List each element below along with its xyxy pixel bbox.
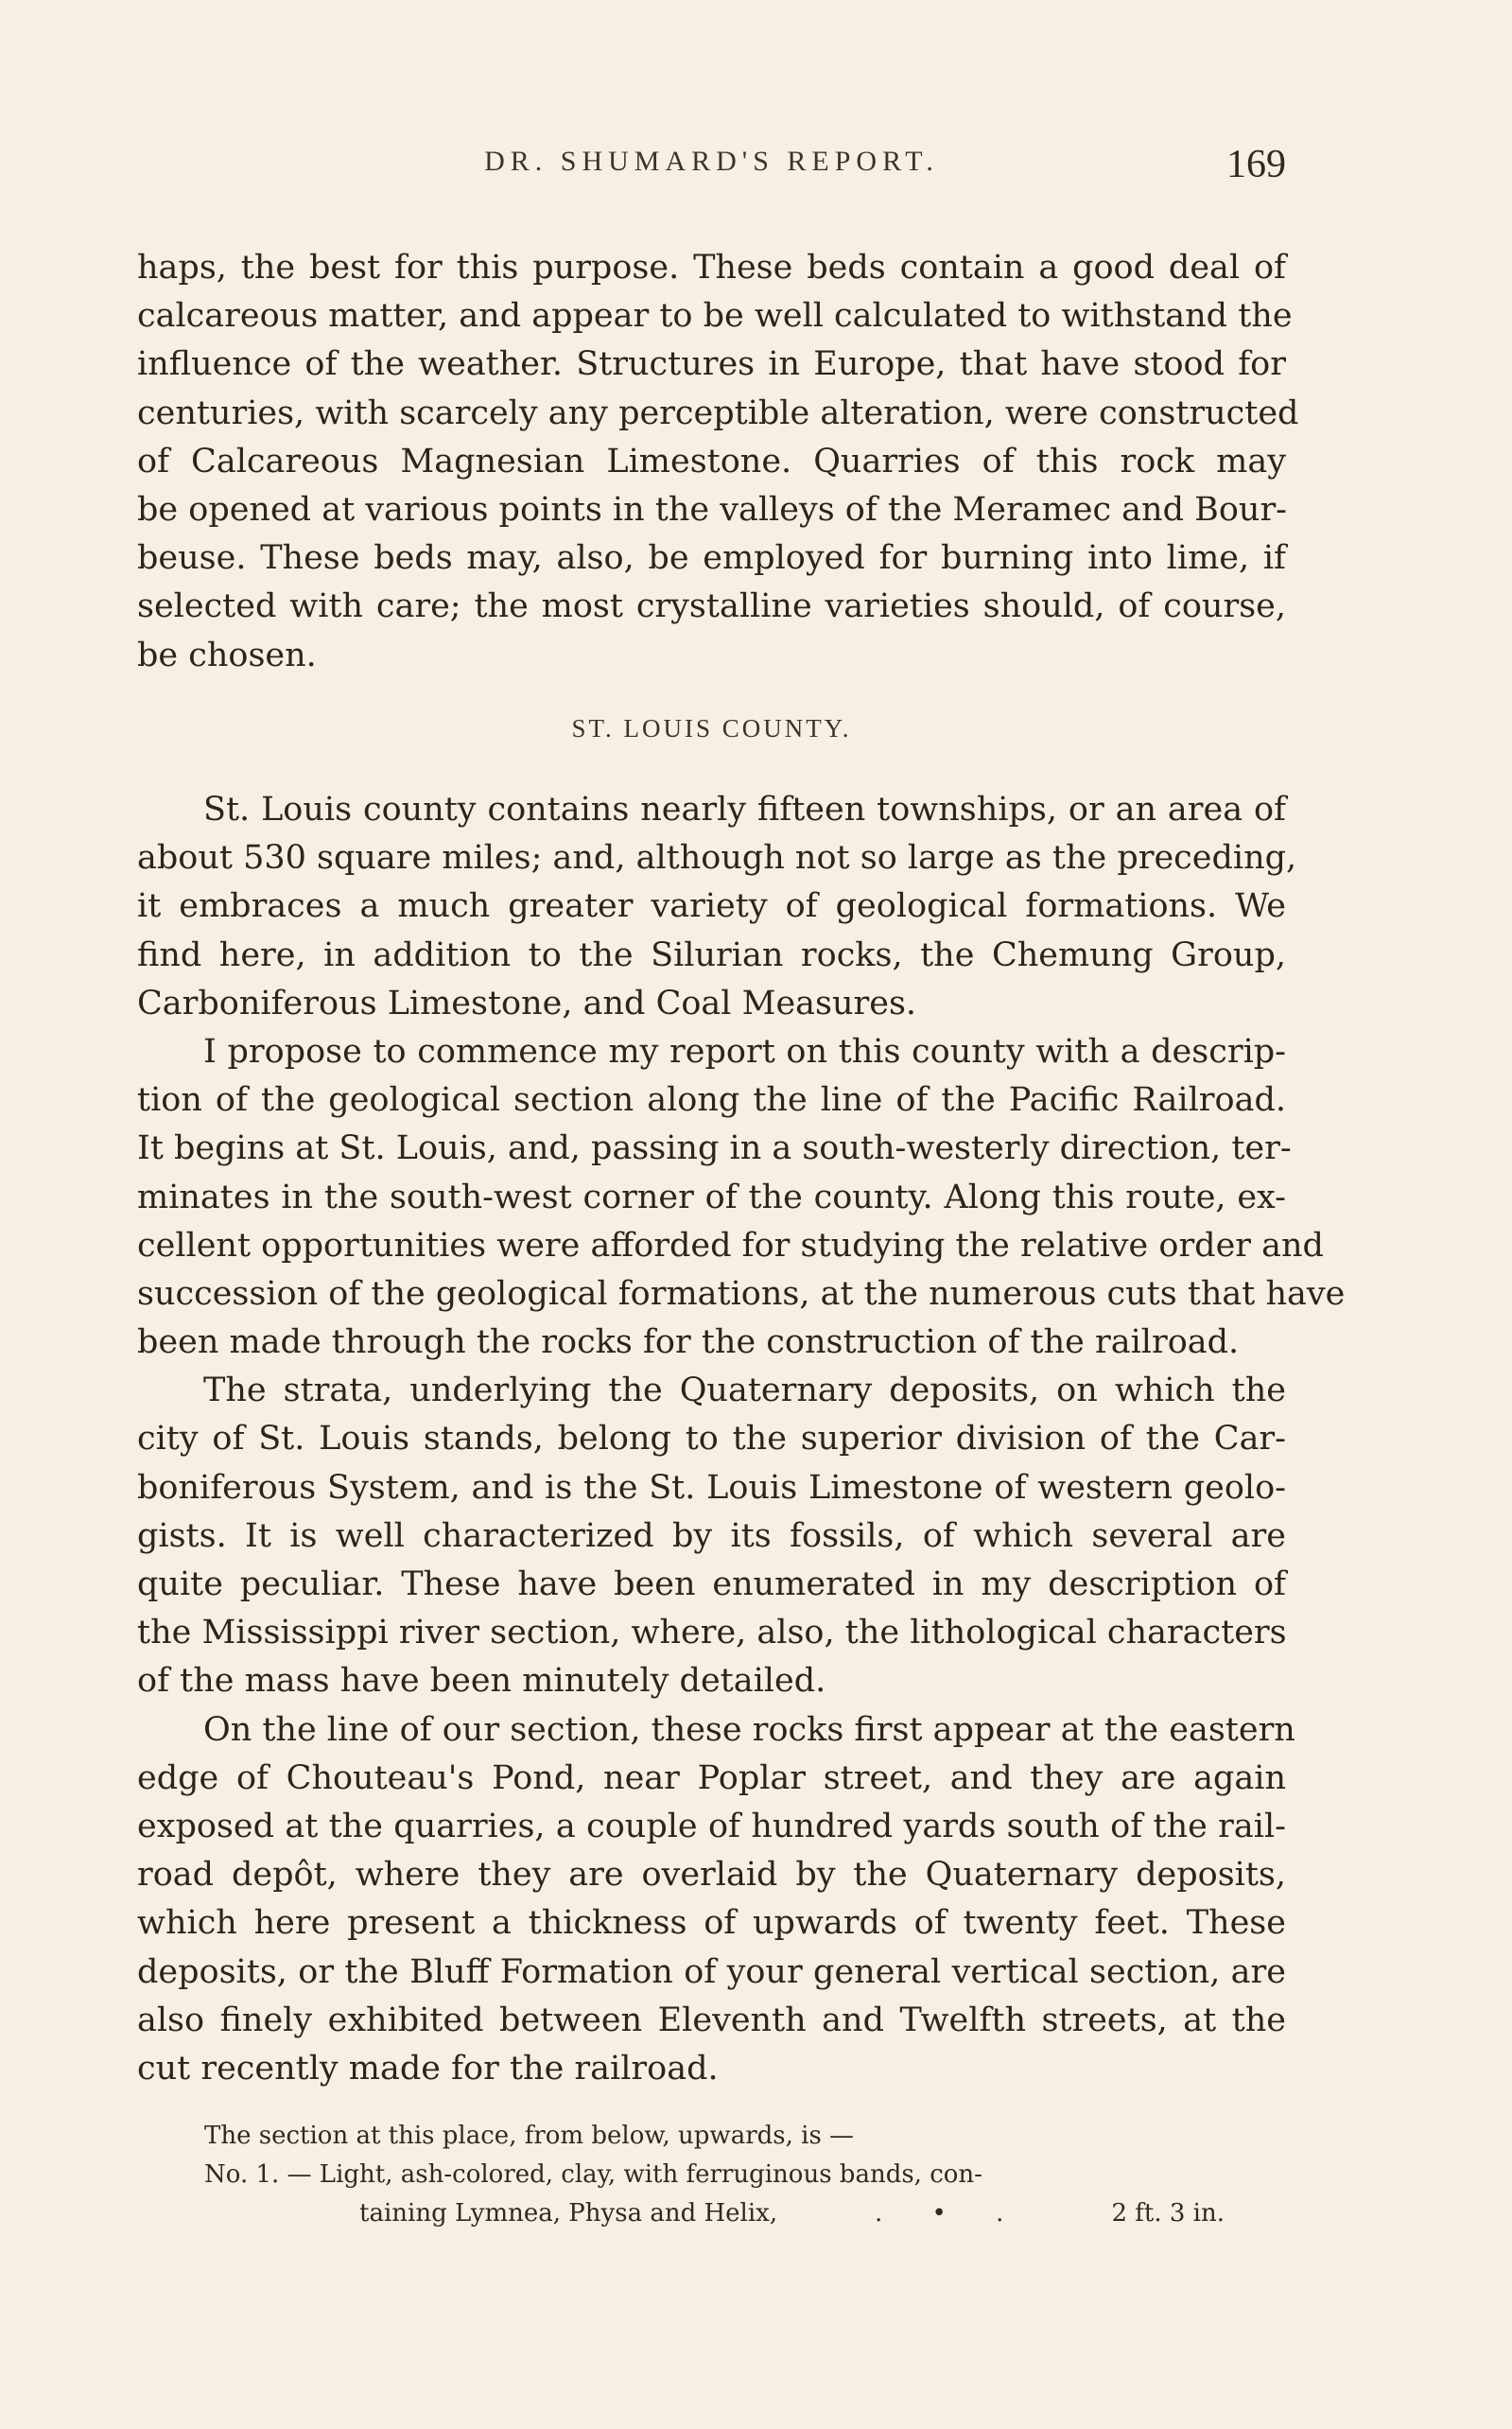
text-line: haps, the best for this purpose. These beds contain a good deal of (137, 249, 1286, 287)
text-line: influence of the weather. Structures in Europe, that have stood for (137, 345, 1286, 384)
text-line: also finely exhibited between Eleventh and Twelfth streets, at the (137, 2001, 1286, 2039)
county-text (137, 786, 1346, 2093)
section-table-description: taining Lymnea, Physa and Helix, (359, 2199, 778, 2228)
paragraph-county-overview (137, 786, 1297, 1028)
text-line: which here present a thickness of upwards of twenty feet. These (137, 1904, 1286, 1943)
section-table-row: No. 1. — Light, ash-colored, clay, with ferruginous bands, con- (204, 2160, 982, 2189)
text-line: the Mississippi river section, where, also, the lithological characters (137, 1614, 1287, 1652)
text-line: centuries, with scarcely any perceptible alteration, were constructed (137, 393, 1299, 432)
text-line: of Calcareous Magnesian Limestone. Quarries of this rock may (137, 442, 1286, 481)
text-line: calcareous matter, and appear to be well calculated to withstand the (137, 297, 1293, 336)
section-table-intro: The section at this place, from below, upwards, is — (204, 2122, 855, 2150)
text-line: about 530 square miles; and, although not so large as the preceding, (137, 839, 1297, 878)
text-line: Carboniferous Limestone, and Coal Measures. (137, 984, 917, 1022)
text-line: boniferous System, and is the St. Louis Limestone of western geolo- (137, 1468, 1286, 1507)
section-heading: ST. LOUIS COUNTY. (571, 714, 852, 743)
text-line: cellent opportunities were afforded for studying the relative order and (137, 1226, 1324, 1265)
text-line: St. Louis county contains nearly fifteen townships, or an area of (203, 791, 1286, 829)
text-line: beuse. These beds may, also, be employed for burning into lime, if (137, 539, 1286, 578)
text-line: tion of the geological section along the line of the Pacific Railroad. (137, 1081, 1286, 1120)
text-line: selected with care; the most crystalline varieties should, of course, (137, 587, 1286, 626)
text-line: On the line of our section, these rocks first appear at the eastern (203, 1710, 1295, 1749)
text-line: succession of the geological formations, at the numerous cuts that have (137, 1274, 1346, 1313)
paragraph-continued (137, 244, 1299, 680)
paragraph-line-of-section (137, 1706, 1295, 2094)
text-line: city of St. Louis stands, belong to the superior division of the Car- (137, 1420, 1286, 1459)
text-line: be opened at various points in the valleys of the Meramec and Bour- (137, 490, 1288, 529)
text-line: been made through the rocks for the construction of the railroad. (137, 1323, 1240, 1362)
text-line: The strata, underlying the Quaternary deposits, on which the (203, 1372, 1286, 1410)
text-line: It begins at St. Louis, and, passing in a south-westerly direction, ter- (137, 1129, 1292, 1168)
thickness-measure: 2 ft. 3 in. (1111, 2199, 1225, 2228)
text-line: gists. It is well characterized by its fossils, of which several are (137, 1516, 1286, 1555)
section-table-row-continuation (359, 2199, 1225, 2228)
leader-dots: . • . (875, 2199, 1025, 2228)
text-line: edge of Chouteau's Pond, near Poplar street, and they are again (137, 1758, 1286, 1797)
text-line: exposed at the quarries, a couple of hundred yards south of the rail- (137, 1807, 1286, 1845)
paragraph-railroad-section (137, 1028, 1346, 1367)
text-line: cut recently made for the railroad. (137, 2049, 719, 2088)
running-head (137, 142, 1286, 199)
text-line: minates in the south-west corner of the county. Along this route, ex- (137, 1178, 1286, 1216)
text-line: road depôt, where they are overlaid by the Quaternary deposits, (137, 1856, 1286, 1895)
text-line: I propose to commence my report on this county with a descrip- (203, 1032, 1286, 1071)
text-line: deposits, or the Bluff Formation of your general vertical section, are (137, 1952, 1286, 1991)
page-number: 169 (1226, 143, 1286, 186)
text-line: quite peculiar. These have been enumerated in my description of (137, 1565, 1286, 1603)
running-title: DR. SHUMARD'S REPORT. (484, 146, 939, 177)
paragraph-strata (137, 1367, 1286, 1705)
text-line: be chosen. (137, 636, 317, 674)
text-line: of the mass have been minutely detailed. (137, 1662, 826, 1701)
text-line: it embraces a much greater variety of geological formations. We (137, 887, 1286, 926)
text-line: find here, in addition to the Silurian rocks, the Chemung Group, (137, 935, 1286, 974)
